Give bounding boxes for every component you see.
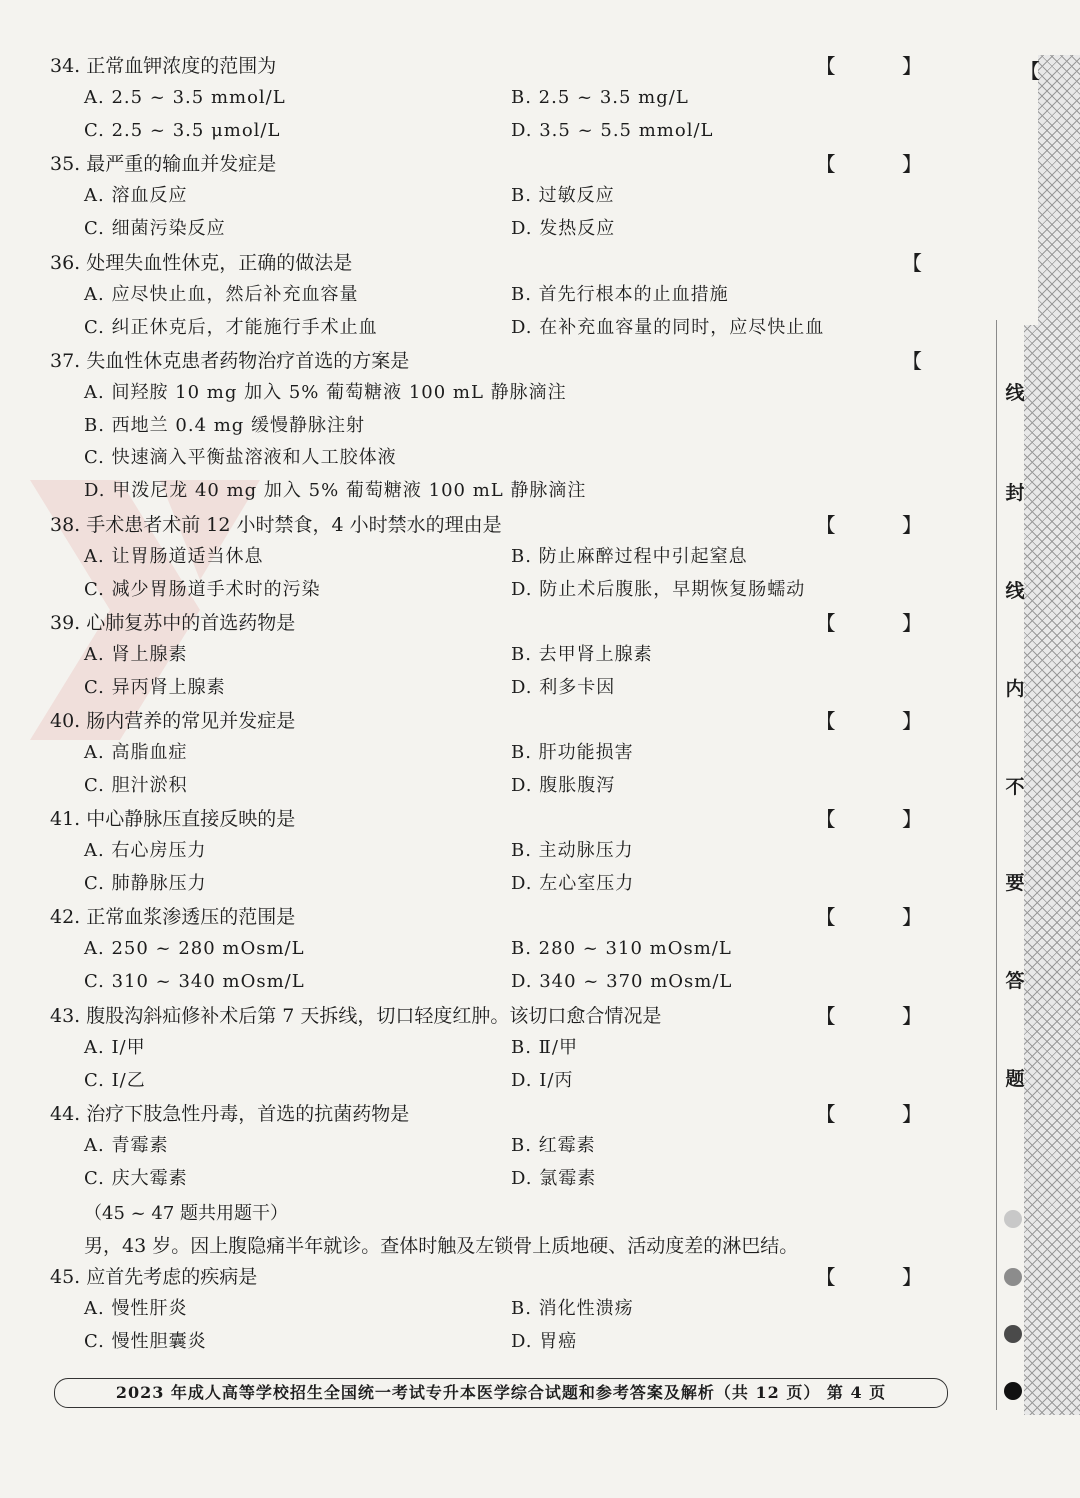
option-d: D. 甲泼尼龙 40 mg 加入 5% 葡萄糖液 100 mL 静脉滴注 (84, 480, 587, 502)
seal-char: 线 (1005, 580, 1025, 602)
option-c: C. 快速滴入平衡盐溶液和人工胶体液 (84, 447, 397, 469)
option-c: C. 异丙肾上腺素 (84, 676, 226, 698)
shared-stem-label: （45 ~ 47 题共用题干） (84, 1203, 289, 1224)
option-c: C. 减少胃肠道手术时的污染 (84, 578, 321, 600)
answer-bracket[interactable]: 【 (902, 349, 952, 373)
answer-bracket[interactable]: 【 】 (815, 807, 952, 831)
option-c: C. 慢性胆囊炎 (84, 1330, 207, 1352)
answer-bracket[interactable]: 【 】 (815, 709, 952, 733)
seal-char: 内 (1005, 678, 1025, 700)
question-38 (50, 509, 960, 606)
option-c: C. 肺静脉压力 (84, 872, 207, 894)
option-c: C. Ⅰ/乙 (84, 1069, 146, 1091)
option-a: A. 溶血反应 (84, 185, 188, 206)
answer-bracket[interactable]: 【 】 (815, 611, 952, 635)
option-a: A. 慢性肝炎 (84, 1298, 188, 1319)
option-b: B. 去甲肾上腺素 (511, 644, 653, 665)
option-a: A. 应尽快止血，然后补充血容量 (84, 284, 359, 305)
seal-char: 题 (1005, 1068, 1025, 1090)
strip-bracket: 【 (1020, 59, 1040, 83)
question-stem: 40. 肠内营养的常见并发症是 【 】 (50, 705, 960, 737)
question-39 (50, 607, 960, 704)
registration-dot (1004, 1382, 1022, 1400)
answer-bracket[interactable]: 【 】 (815, 54, 952, 78)
option-b: B. 2.5 ~ 3.5 mg/L (511, 87, 689, 108)
registration-dot (1004, 1268, 1022, 1286)
option-a: A. 2.5 ~ 3.5 mmol/L (84, 87, 286, 108)
question-stem: 41. 中心静脉压直接反映的是 【 】 (50, 803, 960, 835)
answer-bracket[interactable]: 【 (902, 251, 952, 275)
option-b: B. 西地兰 0.4 mg 缓慢静脉注射 (84, 414, 366, 436)
option-c: C. 纠正休克后，才能施行手术止血 (84, 316, 378, 338)
question-41 (50, 803, 960, 900)
option-b: B. 过敏反应 (511, 185, 615, 206)
question-stem: 38. 手术患者术前 12 小时禁食，4 小时禁水的理由是 【 】 (50, 509, 960, 541)
option-d: D. 在补充血容量的同时，应尽快止血 (511, 316, 825, 338)
option-b: B. 防止麻醉过程中引起窒息 (511, 546, 748, 567)
question-36 (50, 247, 960, 344)
page-footer: 2023 年成人高等学校招生全国统一考试专升本医学综合试题和参考答案及解析（共 12 页） 第 4 页 (54, 1378, 948, 1408)
question-stem: 39. 心肺复苏中的首选药物是 【 】 (50, 607, 960, 639)
seal-char: 线 (1005, 382, 1025, 404)
answer-bracket[interactable]: 【 】 (815, 1265, 952, 1289)
shared-stem-text: 男，43 岁。因上腹隐痛半年就诊。查体时触及左锁骨上质地硬、活动度差的淋巴结。 (84, 1235, 799, 1257)
question-stem: 34. 正常血钾浓度的范围为 【 】 (50, 50, 960, 82)
binding-line (996, 320, 997, 1410)
question-45 (50, 1261, 960, 1358)
seal-char: 要 (1005, 872, 1025, 894)
option-b: B. 红霉素 (511, 1135, 596, 1156)
option-a: A. 高脂血症 (84, 742, 188, 763)
option-d: D. 左心室压力 (511, 872, 635, 894)
seal-char: 答 (1005, 970, 1025, 992)
option-a: A. 右心房压力 (84, 840, 207, 861)
question-42 (50, 901, 960, 998)
registration-dot (1004, 1325, 1022, 1343)
option-d: D. 胃癌 (511, 1330, 578, 1352)
option-c: C. 310 ~ 340 mOsm/L (84, 970, 305, 992)
answer-bracket[interactable]: 【 】 (815, 1004, 952, 1028)
option-c: C. 2.5 ~ 3.5 μmol/L (84, 119, 281, 141)
option-c: C. 庆大霉素 (84, 1167, 188, 1189)
option-b: B. 280 ~ 310 mOsm/L (511, 938, 732, 959)
question-40 (50, 705, 960, 802)
answer-bracket[interactable]: 【 】 (815, 513, 952, 537)
option-b: B. 消化性溃疡 (511, 1298, 634, 1319)
option-a: A. 250 ~ 280 mOsm/L (84, 938, 305, 959)
option-b: B. Ⅱ/甲 (511, 1037, 578, 1058)
option-d: D. 防止术后腹胀，早期恢复肠蠕动 (511, 578, 806, 600)
option-c: C. 细菌污染反应 (84, 217, 226, 239)
question-stem: 44. 治疗下肢急性丹毒，首选的抗菌药物是 【 】 (50, 1098, 960, 1130)
option-a: A. 间羟胺 10 mg 加入 5% 葡萄糖液 100 mL 静脉滴注 (84, 382, 567, 403)
question-stem: 45. 应首先考虑的疾病是 【 】 (50, 1261, 960, 1293)
option-d: D. Ⅰ/丙 (511, 1069, 574, 1091)
option-a: A. 青霉素 (84, 1135, 169, 1156)
answer-bracket[interactable]: 【 】 (815, 905, 952, 929)
option-d: D. 340 ~ 370 mOsm/L (511, 970, 733, 992)
question-43 (50, 1000, 960, 1097)
option-d: D. 腹胀腹泻 (511, 774, 616, 796)
option-a: A. 让胃肠道适当休息 (84, 546, 264, 567)
question-35 (50, 148, 960, 245)
option-c: C. 胆汁淤积 (84, 774, 188, 796)
option-d: D. 利多卡因 (511, 676, 616, 698)
seal-char: 不 (1005, 776, 1025, 798)
question-stem: 43. 腹股沟斜疝修补术后第 7 天拆线，切口轻度红肿。该切口愈合情况是 【 】 (50, 1000, 960, 1032)
option-b: B. 主动脉压力 (511, 840, 634, 861)
registration-dot (1004, 1210, 1022, 1228)
option-b: B. 肝功能损害 (511, 742, 634, 763)
question-37 (50, 345, 960, 508)
option-a: A. 肾上腺素 (84, 644, 188, 665)
seal-char: 封 (1005, 482, 1025, 504)
question-44 (50, 1098, 960, 1195)
option-a: A. Ⅰ/甲 (84, 1037, 146, 1058)
question-stem: 37. 失血性休克患者药物治疗首选的方案是 【 (50, 345, 960, 377)
option-d: D. 氯霉素 (511, 1167, 597, 1189)
question-stem: 42. 正常血浆渗透压的范围是 【 】 (50, 901, 960, 933)
question-stem: 35. 最严重的输血并发症是 【 】 (50, 148, 960, 180)
question-34 (50, 50, 960, 147)
question-stem: 36. 处理失血性休克，正确的做法是 【 (50, 247, 960, 279)
strip-blank (998, 55, 1038, 325)
answer-bracket[interactable]: 【 】 (815, 1102, 952, 1126)
answer-bracket[interactable]: 【 】 (815, 152, 952, 176)
option-b: B. 首先行根本的止血措施 (511, 284, 729, 305)
option-d: D. 发热反应 (511, 217, 616, 239)
option-d: D. 3.5 ~ 5.5 mmol/L (511, 119, 714, 141)
